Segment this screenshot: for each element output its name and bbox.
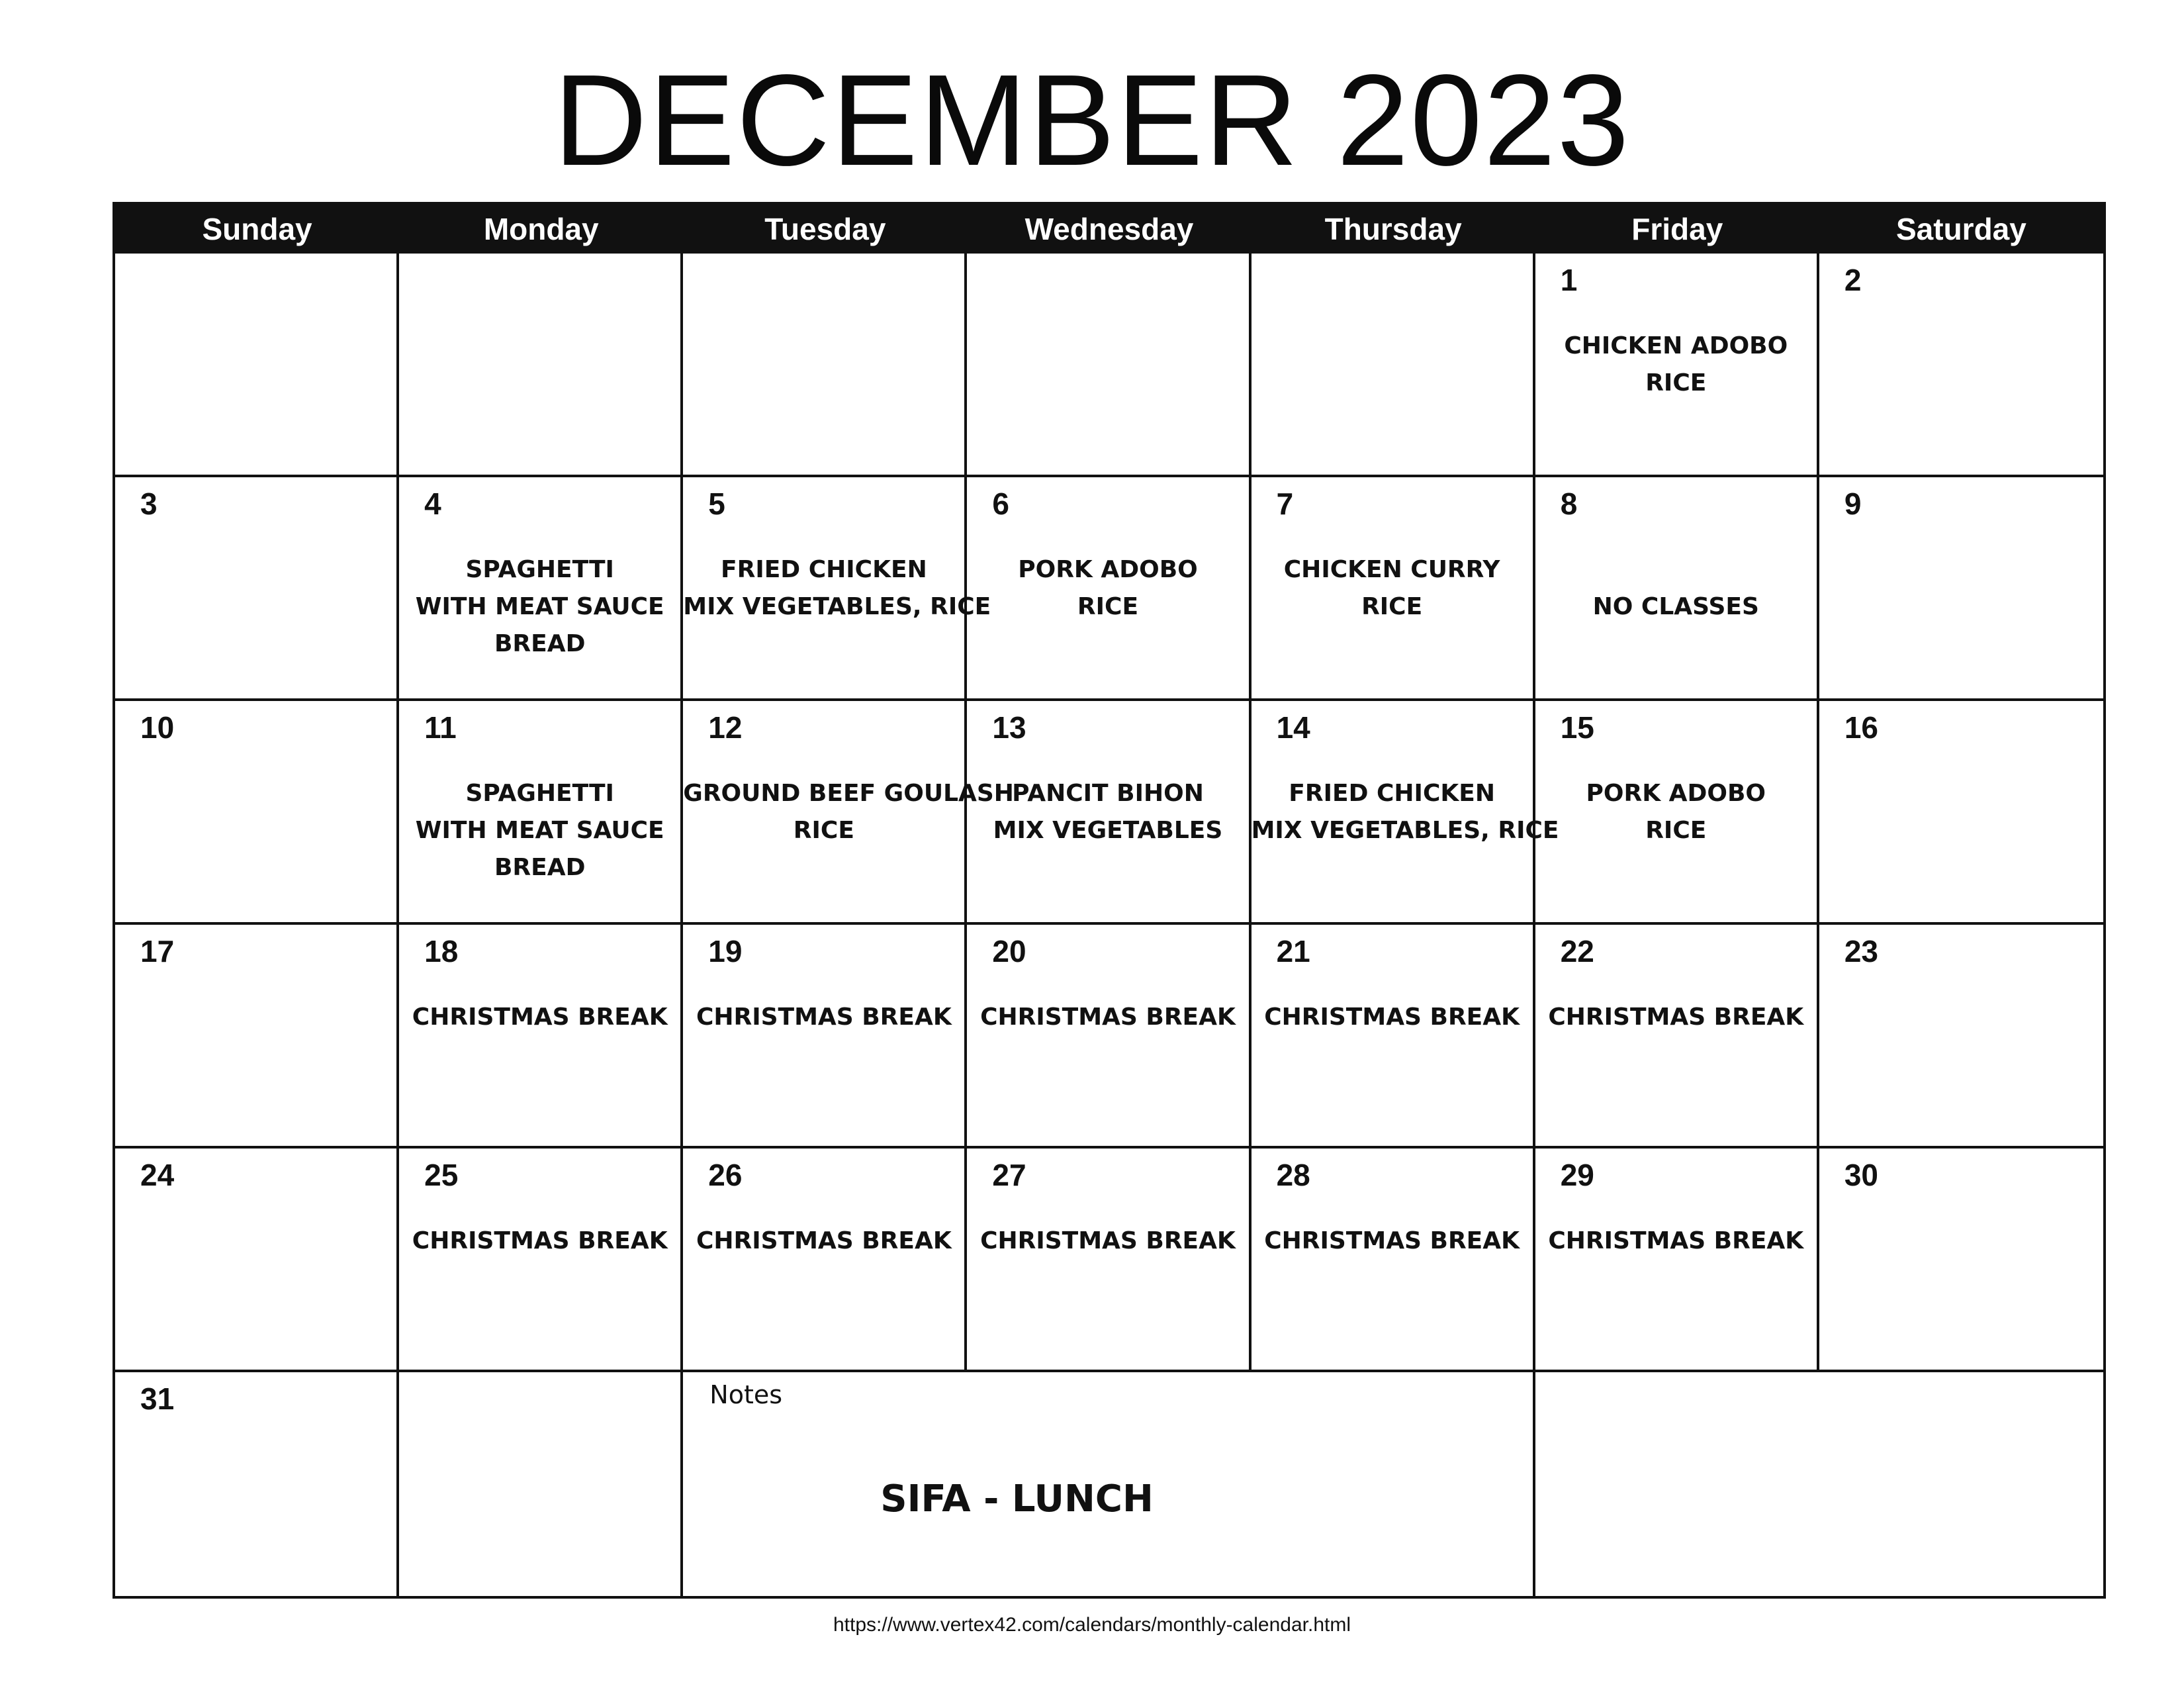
menu-line: BREAD <box>494 630 586 657</box>
day-cell <box>115 477 399 701</box>
menu-text <box>683 1223 964 1260</box>
menu-text <box>1251 775 1559 849</box>
day-cell <box>1251 701 1559 925</box>
menu-text <box>683 999 964 1036</box>
menu-line: RICE <box>1361 593 1423 620</box>
day-number: 9 <box>1844 487 1862 521</box>
weekday-header-monday: Monday <box>483 212 599 246</box>
menu-text <box>399 775 680 886</box>
menu-line: BREAD <box>494 854 586 881</box>
day-cell <box>683 925 967 1149</box>
menu-text <box>399 1223 680 1260</box>
day-cell-empty <box>399 254 683 477</box>
menu-line: RICE <box>793 817 854 844</box>
menu-line: CHRISTMAS BREAK <box>412 1227 668 1254</box>
day-number: 24 <box>140 1158 175 1192</box>
day-cell <box>115 1372 399 1596</box>
day-number: 18 <box>424 934 459 968</box>
day-cell <box>967 477 1251 701</box>
day-cell-empty <box>967 254 1251 477</box>
day-number: 10 <box>140 710 175 745</box>
menu-text <box>1535 999 1817 1036</box>
menu-line: CHRISTMAS BREAK <box>1264 1227 1520 1254</box>
weekday-header-wednesday: Wednesday <box>1024 212 1194 246</box>
day-cell <box>683 477 991 701</box>
day-number: 27 <box>992 1158 1026 1192</box>
menu-line <box>1535 551 1817 588</box>
menu-text <box>1251 1223 1533 1260</box>
calendar-title: DECEMBER 2023 <box>553 48 1631 193</box>
day-cell <box>967 925 1251 1149</box>
menu-line: SPAGHETTI <box>465 780 614 807</box>
menu-text <box>967 551 1248 626</box>
menu-line: CHRISTMAS BREAK <box>1548 1004 1804 1031</box>
menu-line: CHRISTMAS BREAK <box>696 1004 952 1031</box>
menu-text <box>1251 999 1533 1036</box>
menu-line: RICE <box>1645 817 1707 844</box>
menu-text <box>967 775 1248 849</box>
day-cell-empty <box>115 254 399 477</box>
menu-line: CHRISTMAS BREAK <box>980 1227 1236 1254</box>
menu-line: CHICKEN ADOBO <box>1564 332 1788 359</box>
menu-text <box>683 551 991 626</box>
weekday-header-friday: Friday <box>1631 212 1723 246</box>
notes-label: Notes <box>709 1380 783 1409</box>
day-number: 7 <box>1276 487 1294 521</box>
day-number: 14 <box>1276 710 1310 745</box>
notes-cell <box>683 1372 1535 1596</box>
day-number: 31 <box>140 1382 175 1416</box>
day-cell <box>1535 701 1819 925</box>
day-number: 8 <box>1560 487 1578 521</box>
day-cell <box>115 1149 399 1372</box>
menu-line: WITH MEAT SAUCE <box>415 817 664 844</box>
day-cell <box>967 1149 1251 1372</box>
day-number: 23 <box>1844 934 1879 968</box>
menu-text <box>1535 775 1817 849</box>
day-cell <box>1819 254 2103 477</box>
day-cell <box>399 925 683 1149</box>
day-number: 15 <box>1560 710 1594 745</box>
day-cell <box>1535 254 1819 477</box>
menu-line: PANCIT BIHON <box>1012 780 1204 807</box>
day-cell <box>115 701 399 925</box>
menu-line: GROUND BEEF GOULASH <box>683 780 1014 807</box>
day-cell <box>1251 925 1535 1149</box>
weekday-header-thursday: Thursday <box>1324 212 1462 246</box>
menu-text <box>399 999 680 1036</box>
menu-line: CHRISTMAS BREAK <box>696 1227 952 1254</box>
day-cell <box>1535 925 1819 1149</box>
day-number: 6 <box>992 487 1010 521</box>
calendar-grid <box>115 254 2103 1596</box>
menu-line: WITH MEAT SAUCE <box>415 593 664 620</box>
weekday-header-row <box>115 205 2103 254</box>
day-number: 26 <box>708 1158 743 1192</box>
menu-text <box>683 775 1014 849</box>
day-number: 21 <box>1276 934 1310 968</box>
day-number: 13 <box>992 710 1026 745</box>
day-cell <box>1535 477 1819 701</box>
source-url: https://www.vertex42.com/calendars/monthly-calendar.html <box>833 1614 1351 1636</box>
day-number: 22 <box>1560 934 1594 968</box>
menu-line: FRIED CHICKEN <box>1289 780 1495 807</box>
day-number: 1 <box>1560 263 1578 297</box>
day-number: 25 <box>424 1158 459 1192</box>
weekday-header-sunday: Sunday <box>202 212 312 246</box>
day-cell-empty <box>683 254 967 477</box>
day-cell <box>1251 477 1535 701</box>
day-number: 5 <box>708 487 725 521</box>
menu-line: NO CLASSES <box>1592 593 1759 620</box>
day-number: 12 <box>708 710 743 745</box>
day-cell-empty <box>1535 1372 2103 1596</box>
notes-text: SIFA - LUNCH <box>880 1477 1154 1521</box>
menu-text <box>399 551 680 663</box>
day-cell <box>1819 701 2103 925</box>
day-number: 20 <box>992 934 1026 968</box>
day-number: 11 <box>424 710 457 745</box>
menu-line: PORK ADOBO <box>1018 556 1198 583</box>
day-cell-empty <box>399 1372 683 1596</box>
day-cell <box>399 477 683 701</box>
menu-text <box>1535 328 1817 402</box>
day-cell <box>1819 477 2103 701</box>
day-number: 4 <box>424 487 441 521</box>
day-cell <box>399 701 683 925</box>
menu-line: CHRISTMAS BREAK <box>1548 1227 1804 1254</box>
menu-line: CHRISTMAS BREAK <box>412 1004 668 1031</box>
day-cell <box>1819 1149 2103 1372</box>
menu-line: SPAGHETTI <box>465 556 614 583</box>
menu-line: MIX VEGETABLES <box>993 817 1223 844</box>
weekday-header-tuesday: Tuesday <box>764 212 886 246</box>
day-number: 28 <box>1276 1158 1310 1192</box>
day-number: 2 <box>1844 263 1862 297</box>
day-cell <box>683 1149 967 1372</box>
day-cell-empty <box>1251 254 1535 477</box>
day-number: 30 <box>1844 1158 1879 1192</box>
menu-line: MIX VEGETABLES, RICE <box>683 593 991 620</box>
menu-text <box>1251 551 1533 626</box>
day-number: 19 <box>708 934 743 968</box>
day-cell <box>399 1149 683 1372</box>
day-cell <box>1535 1149 1819 1372</box>
menu-text <box>1535 1223 1817 1260</box>
menu-line: PORK ADOBO <box>1586 780 1766 807</box>
menu-line: FRIED CHICKEN <box>721 556 927 583</box>
menu-text <box>1535 551 1817 626</box>
weekday-header-saturday: Saturday <box>1895 212 2026 246</box>
menu-line: RICE <box>1077 593 1139 620</box>
day-number: 16 <box>1844 710 1879 745</box>
menu-line: RICE <box>1645 369 1707 397</box>
menu-line: CHRISTMAS BREAK <box>1264 1004 1520 1031</box>
day-cell <box>1819 925 2103 1149</box>
menu-text <box>967 999 1248 1036</box>
menu-line: CHICKEN CURRY <box>1283 556 1500 583</box>
day-number: 17 <box>140 934 175 968</box>
menu-line: CHRISTMAS BREAK <box>980 1004 1236 1031</box>
day-number: 29 <box>1560 1158 1594 1192</box>
day-number: 3 <box>140 487 158 521</box>
menu-line: MIX VEGETABLES, RICE <box>1251 817 1559 844</box>
day-cell <box>967 701 1251 925</box>
menu-text <box>967 1223 1248 1260</box>
calendar-table <box>113 202 2106 1599</box>
day-cell <box>115 925 399 1149</box>
day-cell <box>1251 1149 1535 1372</box>
